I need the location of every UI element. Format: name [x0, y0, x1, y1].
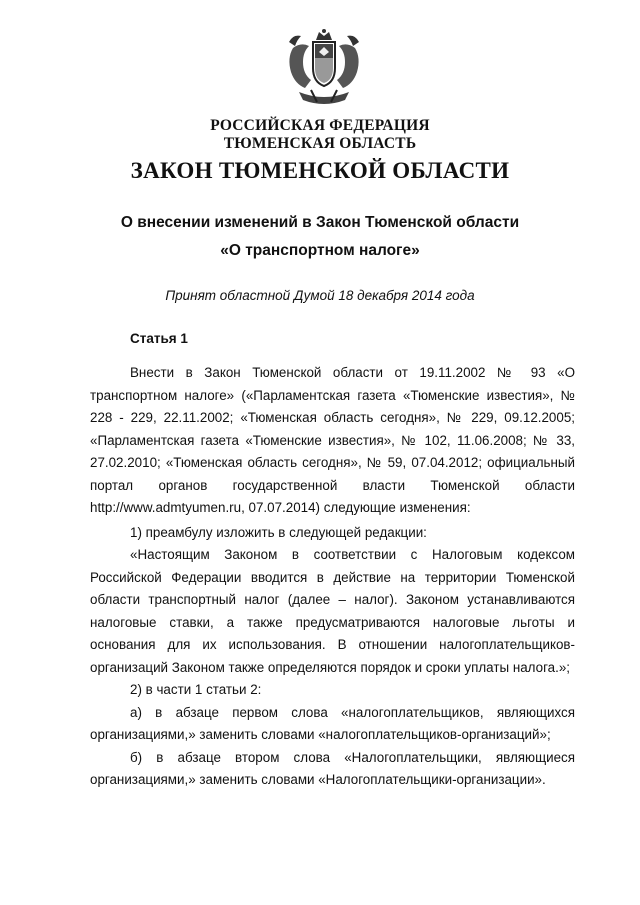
article-heading: Статья 1 [130, 331, 188, 346]
coat-of-arms-emblem [283, 28, 365, 112]
region-heading: ТЮМЕНСКАЯ ОБЛАСТЬ [223, 135, 417, 152]
article-paragraph: Внести в Закон Тюменской области от 19.11.2002 № 93 «О транспортном налоге» («Парламентская газета «Тюменские известия», № 228 - 229, 22.11.2002; «Тюменская область сегодня», № 229, 09.12.2005; «Парламентская газета «Тюменские известия», № 102, 11.06.2008; № 33, 27.02.2010; «Тюменская область сегодня», № 59, 07.04.2012; официальный портал органов государственной власти Тюменской области http://www.admtyumen.ru, 07.07.2014) следующие изменения: [90, 365, 575, 515]
law-title-line-1: О внесении изменений в Закон Тюменской области [120, 214, 520, 231]
article-paragraph: б) в абзаце втором слова «Налогоплательщики, являющиеся организациями,» заменить словами «Налогоплательщики-организации». [90, 749, 575, 787]
article-paragraph: а) в абзаце первом слова «налогоплательщиков, являющихся организациями,» заменить словами «налогоплательщиков-организаций»; [90, 704, 575, 742]
country-heading: РОССИЙСКАЯ ФЕДЕРАЦИЯ [210, 117, 430, 134]
article-paragraph: 2) в части 1 статьи 2: [130, 682, 262, 697]
document-type-heading: ЗАКОН ТЮМЕНСКОЙ ОБЛАСТИ [130, 158, 510, 183]
article-paragraph: «Настоящим Законом в соответствии с Налоговым кодексом Российской Федерации вводится в действие на территории Тюменской области транспортный налог (далее – налог). Законом устанавливаются налоговые ставки, а также предусматриваются налоговые льготы и основания для их использования. В отношении налогоплательщиков-организаций Законом также определяются порядок и сроки уплаты налога.»; [90, 547, 575, 675]
article-paragraph: 1) преамбулу изложить в следующей редакции: [130, 524, 427, 540]
law-title-line-2: «О транспортном налоге» [220, 242, 420, 259]
adoption-date: Принят областной Думой 18 декабря 2014 года [165, 288, 475, 303]
article-body [90, 362, 575, 792]
